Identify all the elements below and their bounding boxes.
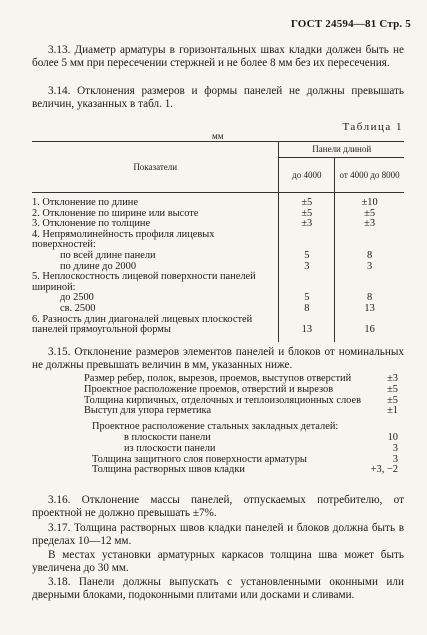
value-4000-8000 bbox=[335, 272, 404, 293]
value-up-to-4000 bbox=[279, 272, 335, 293]
row-label: по всей длине панели bbox=[32, 251, 279, 262]
table-body bbox=[32, 193, 404, 342]
header-indicators: Показатели bbox=[32, 142, 279, 193]
row-label: 1. Отклонение по длине bbox=[32, 193, 279, 209]
tolerance-row bbox=[32, 406, 404, 417]
tolerance-row bbox=[32, 465, 404, 476]
tolerance-value: 3 bbox=[392, 453, 398, 465]
value-4000-8000 bbox=[335, 230, 404, 251]
paragraph-3-18: 3.18. Панели должны выпускать с установленными оконными или дверными блоками, подоконными плитами или досками и сливами. bbox=[32, 576, 404, 602]
row-label: 4. Непрямолинейность профиля лицевых поверхностей: bbox=[32, 230, 279, 251]
header-4000-8000: от 4000 до 8000 bbox=[335, 157, 404, 192]
tolerance-value: 10 bbox=[387, 431, 398, 443]
row-label: св. 2500 bbox=[32, 304, 279, 315]
row-label: 2. Отклонение по ширине или высоте bbox=[32, 209, 279, 220]
value-up-to-4000: 5 bbox=[279, 293, 335, 304]
table-row bbox=[32, 193, 404, 209]
tolerance-label: Толщина растворных швов кладки bbox=[92, 464, 245, 476]
tolerance-row bbox=[32, 385, 404, 396]
paragraph-3-17-note: В местах установки арматурных каркасов толщина шва может быть увеличена до 30 мм. bbox=[32, 549, 404, 575]
tolerance-row bbox=[32, 433, 404, 444]
page-header: ГОСТ 24594—81 Стр. 5 bbox=[290, 18, 411, 30]
paragraph-3-13: 3.13. Диаметр арматуры в горизонтальных швах кладки должен быть не более 5 мм при пересечении стержней и не более 8 мм без их пересечения. bbox=[32, 44, 404, 70]
paragraph-3-16: 3.16. Отклонение массы панелей, отпускаемых потребителю, от проектной не должно превышать ±7%. bbox=[32, 494, 404, 520]
tolerance-label: Размер ребер, полок, вырезов, проемов, выступов отверстий bbox=[84, 373, 352, 384]
value-4000-8000: 3 bbox=[367, 260, 373, 272]
tolerance-label: Выступ для упора герметика bbox=[84, 405, 212, 417]
table-1 bbox=[32, 141, 404, 342]
embedded-title-text: Проектное расположение стальных закладных деталей: bbox=[92, 421, 339, 433]
table-row bbox=[32, 230, 404, 251]
table-row bbox=[32, 272, 404, 293]
value-up-to-4000: ±5 bbox=[279, 193, 335, 209]
paragraph-3-17: 3.17. Толщина растворных швов кладки панелей и блоков должна быть в пределах 10—12 мм. bbox=[32, 522, 404, 548]
tolerance-label: Толщина защитного слоя поверхности арматуры bbox=[92, 453, 307, 465]
tolerance-value: +3, −2 bbox=[370, 464, 398, 476]
row-label: 6. Разность длин диагоналей лицевых плоскостей панелей прямоугольной формы bbox=[32, 315, 279, 342]
value-up-to-4000: ±3 bbox=[279, 219, 335, 230]
value-up-to-4000 bbox=[279, 230, 335, 251]
row-label: 3. Отклонение по толщине bbox=[32, 219, 279, 230]
table-unit: мм bbox=[212, 131, 224, 141]
value-4000-8000: 8 bbox=[367, 292, 373, 304]
value-up-to-4000: 13 bbox=[279, 315, 335, 342]
tolerance-value: ±1 bbox=[387, 405, 398, 417]
value-up-to-4000: 8 bbox=[279, 304, 335, 315]
tolerance-row bbox=[32, 444, 404, 455]
tolerance-label: из плоскости панели bbox=[124, 442, 216, 454]
value-up-to-4000: 3 bbox=[279, 262, 335, 273]
embedded-parts-title bbox=[32, 422, 404, 433]
table-row bbox=[32, 315, 404, 342]
tolerance-value: 3 bbox=[392, 442, 398, 454]
value-4000-8000: 16 bbox=[364, 324, 375, 336]
value-up-to-4000: 5 bbox=[279, 251, 335, 262]
row-label: по длине до 2000 bbox=[32, 262, 279, 273]
tolerance-value: ±5 bbox=[387, 394, 398, 406]
value-4000-8000: ±3 bbox=[364, 218, 376, 230]
tolerance-label: в плоскости панели bbox=[124, 431, 211, 443]
value-4000-8000: 8 bbox=[367, 249, 373, 261]
table-caption: Таблица 1 bbox=[342, 121, 403, 133]
value-4000-8000: ±5 bbox=[364, 207, 376, 219]
header-panel-length: Панели длиной bbox=[279, 142, 404, 158]
value-4000-8000: ±10 bbox=[361, 197, 378, 208]
tolerance-label: Толщина кирпичных, отделочных и теплоизоляционных слоев bbox=[84, 394, 361, 406]
table-row bbox=[32, 304, 404, 315]
tolerance-label: Проектное расположение проемов, отверстий и вырезов bbox=[84, 383, 334, 395]
row-label: 5. Неплоскостность лицевой поверхности панелей шириной: bbox=[32, 272, 279, 293]
tolerance-value: ±5 bbox=[387, 383, 398, 395]
value-4000-8000: 13 bbox=[364, 302, 375, 314]
tolerance-value: ±3 bbox=[387, 373, 398, 384]
value-up-to-4000: ±5 bbox=[279, 209, 335, 220]
row-label: до 2500 bbox=[32, 293, 279, 304]
header-up-to-4000: до 4000 bbox=[279, 157, 335, 192]
table-row bbox=[32, 251, 404, 262]
paragraph-3-14: 3.14. Отклонения размеров и формы панелей не должны превышать величин, указанных в табл. 1. bbox=[32, 85, 404, 111]
paragraph-3-15: 3.15. Отклонение размеров элементов панелей и блоков от номинальных не должны превышать величин в мм, указанных ниже. bbox=[32, 346, 404, 372]
tolerance-list bbox=[32, 374, 404, 476]
